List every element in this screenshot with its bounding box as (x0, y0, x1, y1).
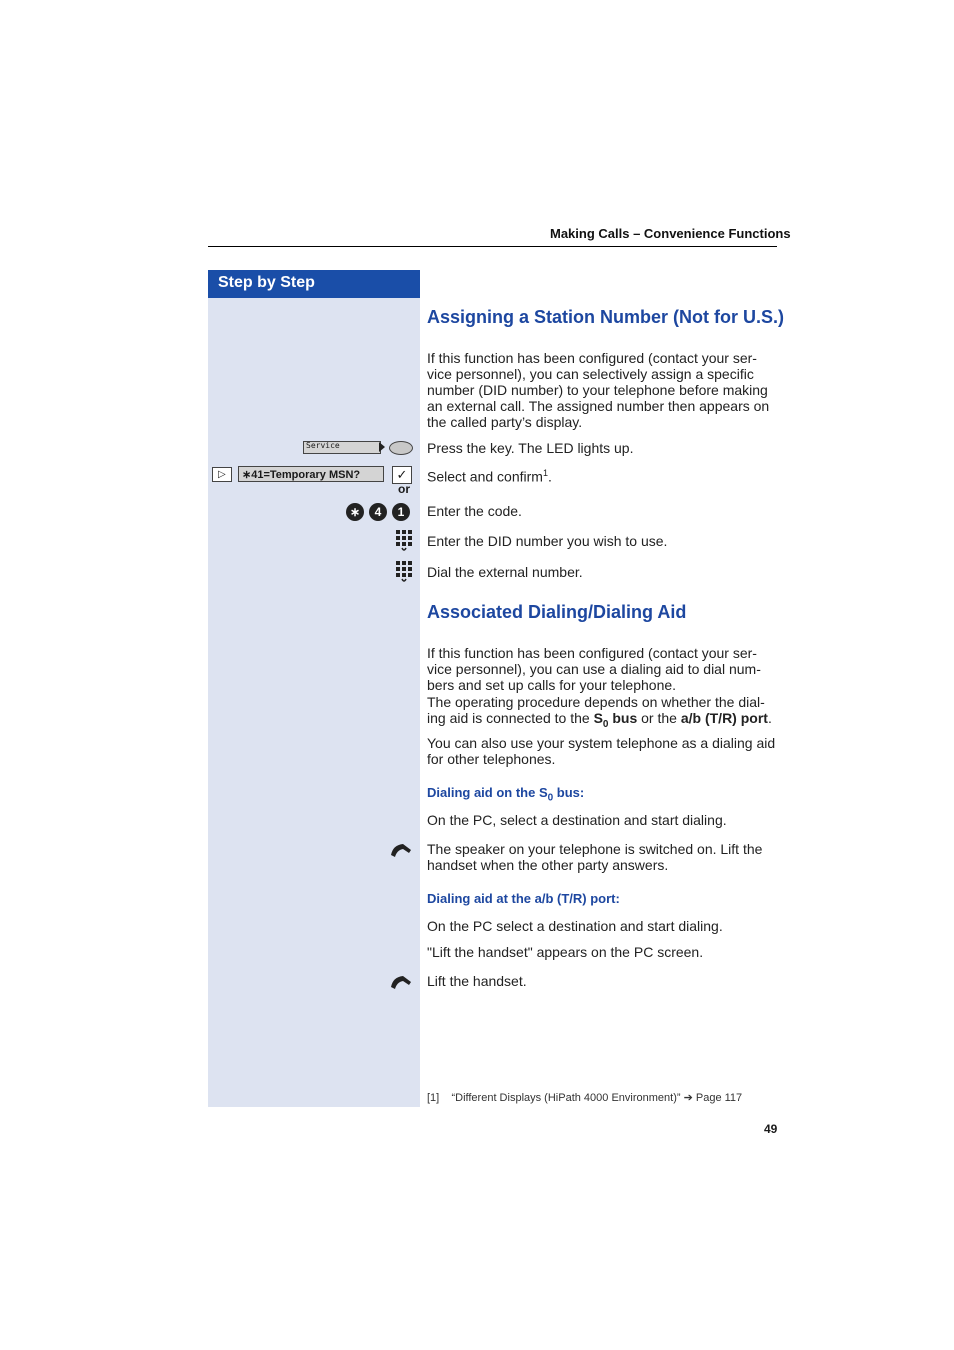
footnote-text: “Different Displays (HiPath 4000 Environment)” (451, 1092, 681, 1104)
keypad-icon (395, 560, 413, 584)
service-key-display (303, 441, 381, 454)
sub1-step1: On the PC, select a destination and start dialing. (427, 812, 727, 828)
section1-title: Assigning a Station Number (Not for U.S.) (427, 307, 785, 327)
select-confirm-label: Select and confirm (427, 468, 543, 485)
keypad-icon (395, 529, 413, 553)
press-key-text: Press the key. The LED lights up. (427, 440, 634, 456)
handset-icon (389, 841, 413, 859)
ab-port-label: a/b (T/R) port (680, 710, 768, 726)
handset-icon (389, 973, 413, 991)
arrow-right-icon: ▷ (218, 469, 226, 480)
footnote-marker: [1] (427, 1092, 440, 1104)
intro2-text: The operating procedure depends on whether the dial-ing aid is connected to the (427, 694, 765, 726)
sub1-title: Dialing aid on the $S_0$ bus: (427, 785, 585, 804)
service-key-label: Service (306, 441, 340, 450)
checkmark-icon: ✓ (396, 467, 408, 482)
footnote (427, 1091, 742, 1104)
footnote-page-link[interactable]: Page 117 (695, 1092, 743, 1104)
enter-code-text: Enter the code. (427, 503, 522, 519)
sub1-step2: The speaker on your telephone is switched on. Lift the handset when the other party answers. (427, 841, 763, 873)
section1-intro: If this function has been configured (contact your ser-vice personnel), you can selectively assign a specific number (DID number) to your telephone before making an external call. The assigned number then appears on the called party’s display. (427, 350, 770, 430)
section2-intro1: If this function has been configured (contact your ser-vice personnel), you can use a dialing aid to dial num-bers and set up calls for your telephone. (427, 645, 761, 693)
arrow-right-icon: ➔ (683, 1092, 693, 1104)
service-arrow-icon (379, 442, 385, 452)
s0-label: $S_0$ bus (593, 710, 638, 730)
sidebar-heading (208, 270, 420, 298)
or-label: or (398, 482, 410, 496)
scroll-arrow-button[interactable] (212, 467, 232, 482)
running-header: Making Calls – Convenience Functions (550, 226, 791, 241)
select-confirm-text: Select and confirm$^1$. (427, 468, 552, 485)
section2-title: Associated Dialing/Dialing Aid (427, 602, 687, 622)
sub2-step1: On the PC select a destination and start dialing. (427, 918, 723, 934)
key-1-icon[interactable]: 1 (392, 503, 410, 521)
intro2-or: or the (637, 710, 681, 726)
key-4-icon[interactable]: 4 (369, 503, 387, 521)
page-number: 49 (764, 1122, 778, 1136)
enter-did-text: Enter the DID number you wish to use. (427, 533, 668, 549)
header-rule (208, 246, 777, 247)
sub2-step2: "Lift the handset" appears on the PC screen. (427, 944, 704, 960)
star-key-icon[interactable]: ∗ (346, 503, 364, 521)
menu-option-display[interactable]: ∗41=Temporary MSN? (238, 466, 384, 482)
section2-intro2: The operating procedure depends on whether the dial-ing aid is connected to the $S_0$ bus or the a/b (T/R) port. (427, 694, 772, 730)
sub2-title: Dialing aid at the a/b (T/R) port: (427, 891, 620, 906)
dial-external-text: Dial the external number. (427, 564, 583, 580)
sub2-step3: Lift the handset. (427, 973, 527, 989)
service-key-button[interactable] (389, 441, 413, 455)
footnote-ref: 1 (542, 468, 548, 478)
sidebar-heading-text: Step by Step (218, 274, 315, 291)
section2-intro3: You can also use your system telephone as a dialing aid for other telephones. (427, 735, 776, 767)
